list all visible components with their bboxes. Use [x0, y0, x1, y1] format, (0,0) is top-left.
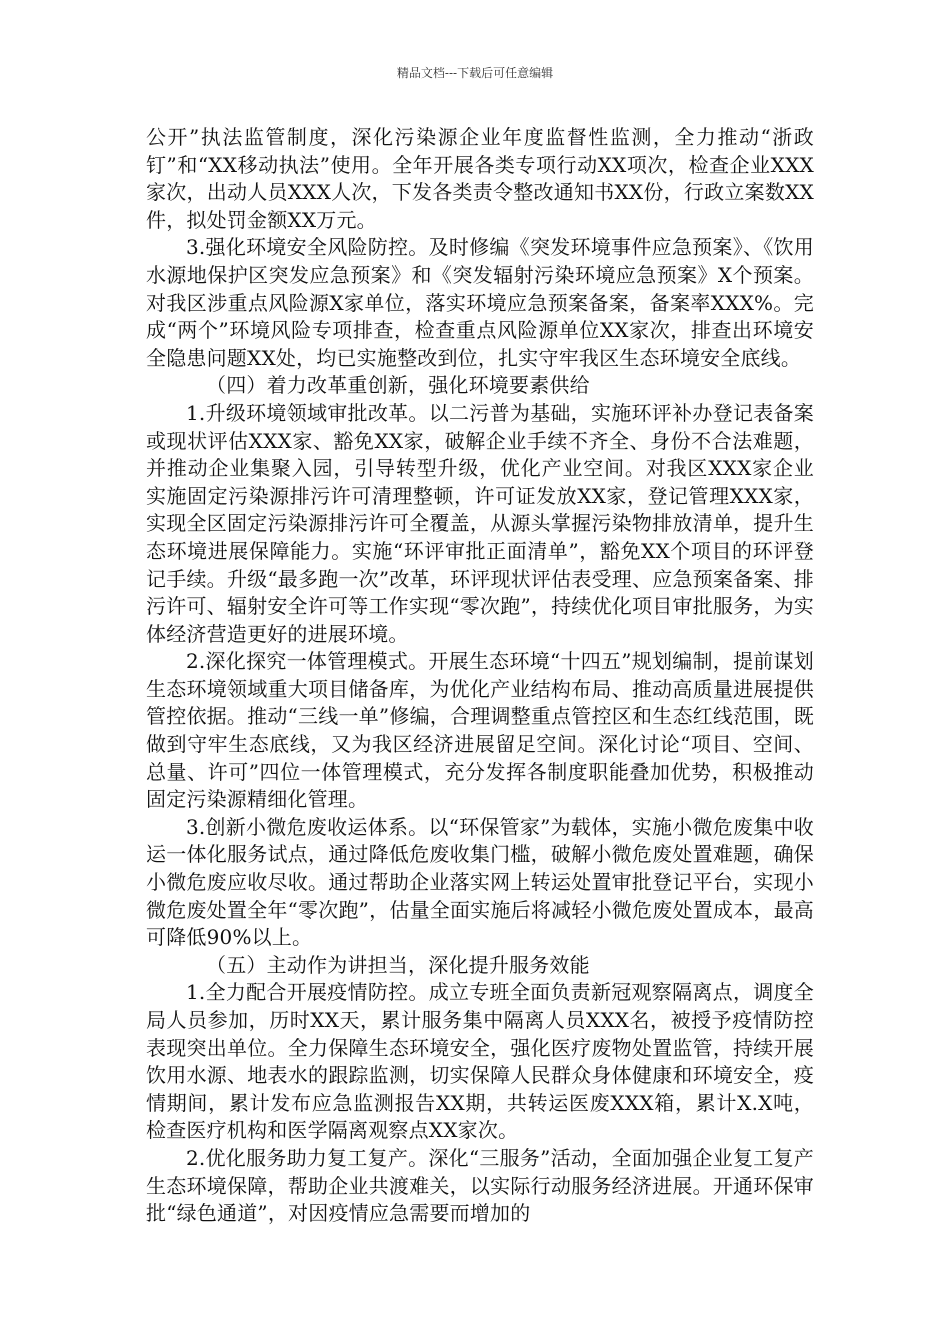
document-body: [146, 124, 814, 1228]
paragraph-hazardous-waste: 3.创新小微危废收运体系。以“环保管家”为载体，实施小微危废集中收运一体化服务试点，通过降低危废收集门槛，破解小微危废处置难题，确保小微危废应收尽收。通过帮助企业落实网上转运处置审批登记平台，实现小微危废处置全年“零次跑”，估量全面实施后将减轻小微危废处置成本，最高可降低90%以上。: [146, 814, 814, 950]
section-heading-4: （四）着力改革重创新，强化环境要素供给: [206, 373, 590, 398]
paragraph-risk-prevention: 3.强化环境安全风险防控。及时修编《突发环境事件应急预案》、《饮用水源地保护区突发应急预案》和《突发辐射污染环境应急预案》X个预案。对我区涉重点风险源X家单位，落实环境应急预案备案，备案率XXX%。完成“两个”环境风险专项排查，检查重点风险源单位XX家次，排查出环境安全隐患问题XX处，均已实施整改到位，扎实守牢我区生态环境安全底线。: [146, 235, 814, 370]
paragraph-enforcement-continuation: 公开”执法监管制度，深化污染源企业年度监督性监测，全力推动“浙政钉”和“XX移动执法”使用。全年开展各类专项行动XX项次，检查企业XXX家次，出动人员XXX人次，下发各类责令整改通知书XX份，行政立案数XX件，拟处罚金额XX万元。: [146, 125, 814, 232]
paragraph-approval-reform: 1.升级环境领域审批改革。以二污普为基础，实施环评补办登记表备案或现状评估XXX家、豁免XX家，破解企业手续不齐全、身份不合法难题，并推动企业集聚入园，引导转型升级，优化产业空间。对我区XXX家企业实施固定污染源排污许可清理整顿，许可证发放XX家，登记管理XXX家，实现全区固定污染源排污许可全覆盖，从源头掌握污染物排放清单，提升生态环境进展保障能力。实施“环评审批正面清单”，豁免XX个项目的环评登记手续。升级“最多跑一次”改革，环评现状评估表受理、应急预案备案、排污许可、辐射安全许可等工作实现“零次跑”，持续优化项目审批服务，为实体经济营造更好的进展环境。: [146, 400, 814, 646]
paragraph-epidemic-prevention: 1.全力配合开展疫情防控。成立专班全面负责新冠观察隔离点，调度全局人员参加，历时XX天，累计服务集中隔离人员XXX名，被授予疫情防控表现突出单位。全力保障生态环境安全，强化医疗废物处置监管，持续开展饮用水源、地表水的跟踪监测，切实保障人民群众身体健康和环境安全，疫情期间，累计发布应急监测报告XX期，共转运医废XXX箱，累计X.X吨，检查医疗机构和医学隔离观察点XX家次。: [146, 980, 814, 1143]
page-header: 精品文档---下载后可任意编辑: [396, 66, 554, 80]
section-heading-5: （五）主动作为讲担当，深化提升服务效能: [206, 952, 590, 977]
paragraph-integrated-management: 2.深化探究一体管理模式。开展生态环境“十四五”规划编制，提前谋划生态环境领域重大项目储备库，为优化产业结构布局、推动高质量进展提供管控依据。推动“三线一单”修编，合理调整重点管控区和生态红线范围，既做到守牢生态底线，又为我区经济进展留足空间。深化讨论“项目、空间、总量、许可”四位一体管理模式，充分发挥各制度职能叠加优势，积极推动固定污染源精细化管理。: [146, 649, 814, 812]
paragraph-resume-production: 2.优化服务助力复工复产。深化“三服务”活动，全面加强企业复工复产生态环境保障，帮助企业共渡难关，以实际行动服务经济进展。开通环保审批“绿色通道”，对因疫情应急需要而增加的: [146, 1145, 814, 1226]
